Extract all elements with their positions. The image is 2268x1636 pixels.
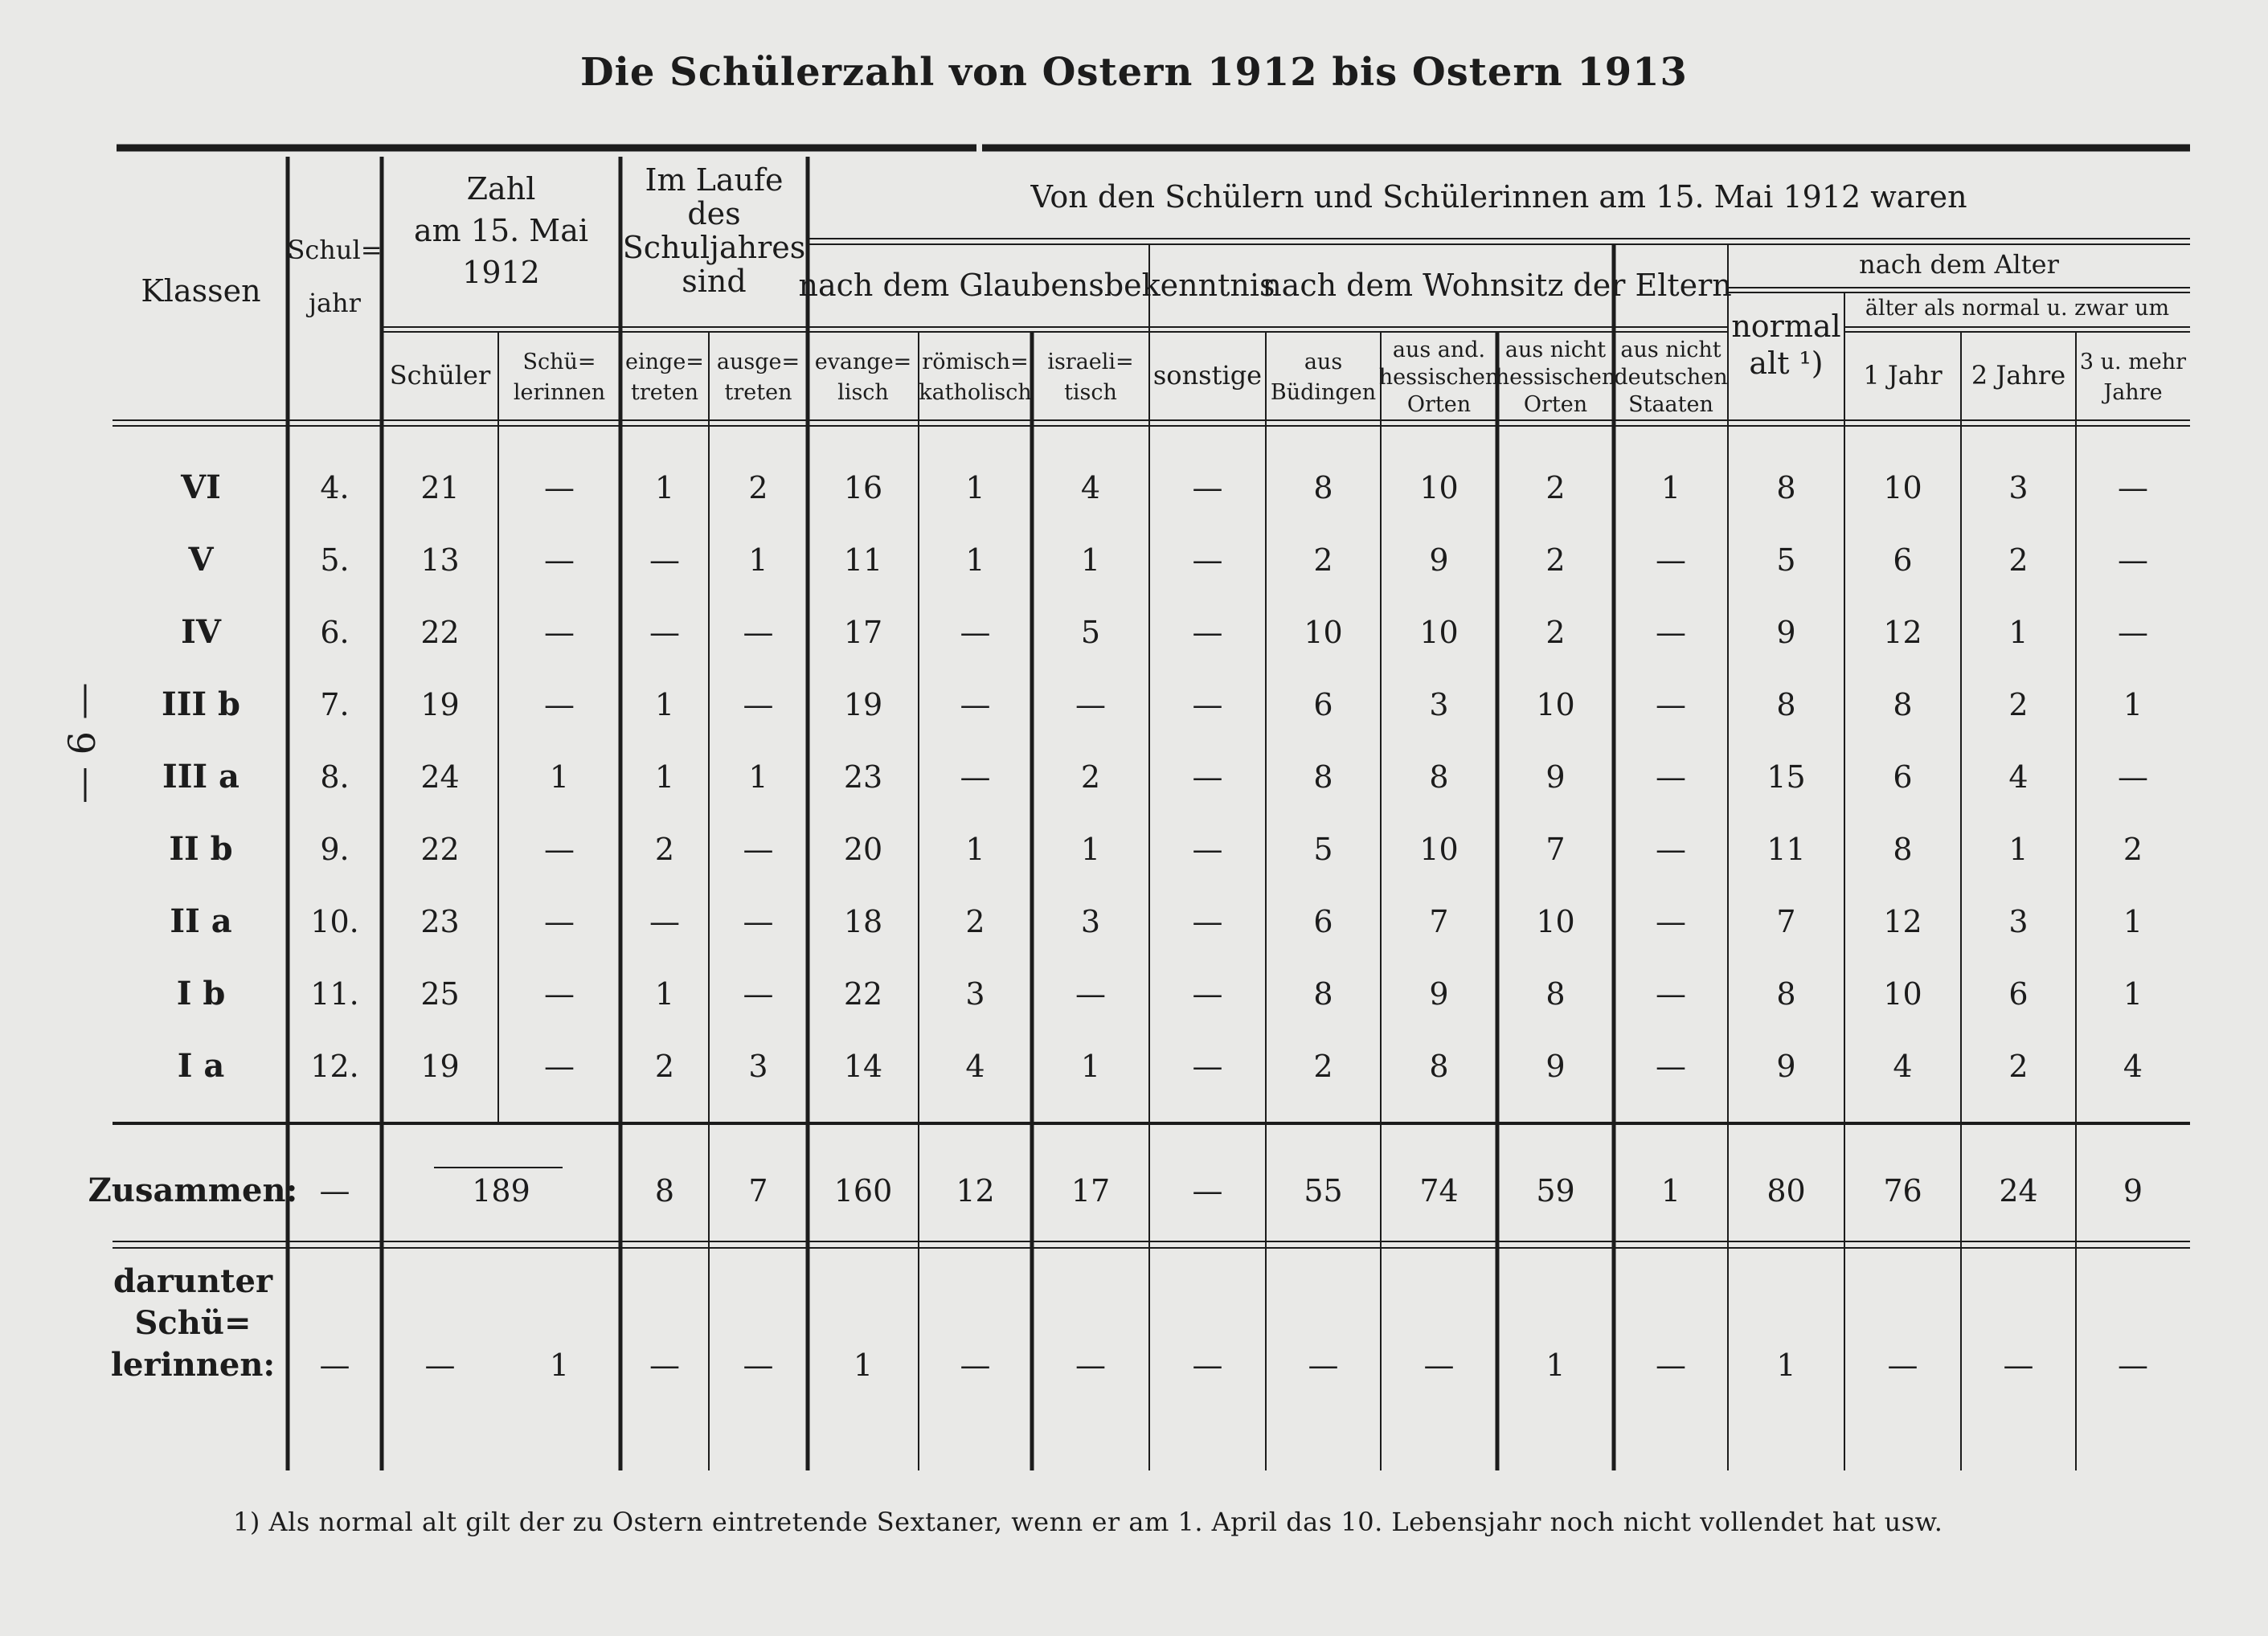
table-cell: 10 xyxy=(1536,904,1575,939)
table-cell: 2 xyxy=(1545,542,1566,578)
table-cell: 8 xyxy=(1776,976,1796,1012)
darunter-label: darunter xyxy=(113,1262,273,1300)
table-cell: 1 xyxy=(2123,976,2143,1012)
table-cell: 19 xyxy=(843,687,883,722)
table-cell: 14 xyxy=(843,1049,883,1084)
table-cell: 3 xyxy=(965,976,985,1012)
total-cell: 24 xyxy=(1999,1173,2038,1209)
table-cell: 1 xyxy=(1080,832,1101,867)
header-zahl: 1912 xyxy=(462,255,540,290)
table-cell: — xyxy=(544,904,575,939)
column-header: katholisch xyxy=(919,380,1032,405)
table-cell: — xyxy=(2118,615,2148,650)
column-header: römisch= xyxy=(922,350,1029,374)
table-cell: 8. xyxy=(320,759,350,795)
table-cell: 1 xyxy=(748,542,768,578)
header-aelter: älter als normal u. zwar um xyxy=(1865,296,2170,321)
table-cell: — xyxy=(1656,904,1686,939)
row-klasse: I b xyxy=(176,975,226,1012)
darunter-cell: — xyxy=(1656,1348,1686,1383)
column-header: 1 Jahr xyxy=(1863,360,1943,391)
table-cell: — xyxy=(743,615,774,650)
table-cell: 10 xyxy=(1304,615,1343,650)
table-cell: 25 xyxy=(420,976,460,1012)
total-cell: 8 xyxy=(654,1173,675,1209)
table-cell: 8 xyxy=(1545,976,1566,1012)
table-cell: — xyxy=(544,615,575,650)
darunter-cell: — xyxy=(960,1348,991,1383)
table-cell: — xyxy=(2118,470,2148,505)
table-cell: 2 xyxy=(1545,615,1566,650)
table-cell: 19 xyxy=(420,1049,460,1084)
total-zahl: 189 xyxy=(472,1173,530,1209)
page-number: — 6 — xyxy=(60,682,104,804)
column-header: tisch xyxy=(1064,380,1117,405)
table-cell: — xyxy=(1656,615,1686,650)
darunter-cell: — xyxy=(1075,1348,1106,1383)
column-header: Orten xyxy=(1523,392,1588,417)
footnote-mark: 1) xyxy=(233,1507,260,1537)
table-cell: — xyxy=(960,759,991,795)
column-header: 2 Jahre xyxy=(1971,360,2066,391)
table-cell: 10 xyxy=(1883,976,1922,1012)
table-cell: 2 xyxy=(965,904,985,939)
darunter-cell: — xyxy=(319,1348,350,1383)
table-cell: 22 xyxy=(420,832,460,867)
page-title: Die Schülerzahl von Ostern 1912 bis Ostern 1913 xyxy=(580,50,1688,95)
table-cell: 23 xyxy=(843,759,883,795)
table-cell: 2 xyxy=(2008,687,2029,722)
header-im-laufe: des xyxy=(687,196,741,231)
table-cell: — xyxy=(1192,832,1223,867)
column-header: treten xyxy=(631,380,698,405)
table-cell: — xyxy=(1656,976,1686,1012)
total-cell: — xyxy=(1192,1173,1223,1209)
darunter-cell: 1 xyxy=(549,1348,570,1383)
table-cell: 2 xyxy=(1313,1049,1333,1084)
table-cell: — xyxy=(1192,904,1223,939)
table-cell: 8 xyxy=(1313,976,1333,1012)
table-cell: 1 xyxy=(748,759,768,795)
darunter-cell: — xyxy=(1192,1348,1223,1383)
table-cell: — xyxy=(743,687,774,722)
row-klasse: V xyxy=(188,541,214,579)
table-cell: 1 xyxy=(1660,470,1681,505)
table-cell: 10. xyxy=(310,904,359,939)
table-cell: — xyxy=(544,832,575,867)
table-cell: 17 xyxy=(843,615,883,650)
table-cell: 4 xyxy=(2008,759,2029,795)
table-cell: — xyxy=(743,832,774,867)
row-klasse: I a xyxy=(177,1047,225,1085)
table-cell: — xyxy=(1192,759,1223,795)
darunter-cell: — xyxy=(424,1348,456,1383)
table-cell: 2 xyxy=(2008,542,2029,578)
column-header: treten xyxy=(724,380,792,405)
header-von-den: Von den Schülern und Schülerinnen am 15. Mai 1912 waren xyxy=(1030,179,1967,215)
table-cell: — xyxy=(1656,1049,1686,1084)
total-cell: 7 xyxy=(748,1173,768,1209)
column-header: aus and. xyxy=(1392,337,1486,362)
header-schuljahr: jahr xyxy=(309,288,361,318)
column-header: Schü= xyxy=(522,350,596,374)
footnote xyxy=(233,1507,1943,1537)
table-cell: — xyxy=(1192,687,1223,722)
header-normal: normal xyxy=(1731,309,1841,344)
table-cell: 2 xyxy=(2008,1049,2029,1084)
table-cell: — xyxy=(743,976,774,1012)
total-cell: 55 xyxy=(1304,1173,1343,1209)
table-cell: 4. xyxy=(320,470,350,505)
column-header: Büdingen xyxy=(1270,380,1377,405)
column-header: aus nicht xyxy=(1620,337,1721,362)
column-header: israeli= xyxy=(1047,350,1134,374)
table-cell: 2 xyxy=(654,1049,675,1084)
table-cell: — xyxy=(1192,470,1223,505)
table-cell: 7 xyxy=(1429,904,1449,939)
table-cell: — xyxy=(960,615,991,650)
header-im-laufe: Im Laufe xyxy=(645,162,784,198)
footnote-text: Als normal alt gilt der zu Ostern eintretende Sextaner, wenn er am 1. April das 10. Lebensjahr noch nicht vollendet hat usw. xyxy=(268,1507,1943,1537)
table-cell: — xyxy=(1075,687,1106,722)
table-cell: 8 xyxy=(1776,470,1796,505)
table-cell: — xyxy=(1656,759,1686,795)
table-cell: 3 xyxy=(1080,904,1101,939)
total-cell: 80 xyxy=(1767,1173,1806,1209)
table-cell: 2 xyxy=(654,832,675,867)
table-cell: 22 xyxy=(420,615,460,650)
column-header: lerinnen xyxy=(513,380,606,405)
table-cell: — xyxy=(544,542,575,578)
total-cell: 59 xyxy=(1536,1173,1575,1209)
column-header: Orten xyxy=(1406,392,1472,417)
table-cell: 6 xyxy=(1313,687,1333,722)
table-cell: — xyxy=(544,1049,575,1084)
table-cell: 1 xyxy=(654,470,675,505)
table-cell: 3 xyxy=(2008,904,2029,939)
table-cell: 4 xyxy=(1080,470,1101,505)
table-cell: 22 xyxy=(843,976,883,1012)
table-cell: 7. xyxy=(320,687,350,722)
table-cell: — xyxy=(2118,759,2148,795)
column-header: hessischen xyxy=(1378,365,1500,390)
table-cell: 1 xyxy=(965,542,985,578)
header-alter: nach dem Alter xyxy=(1859,249,2059,280)
darunter-cell: — xyxy=(1308,1348,1339,1383)
table-cell: 8 xyxy=(1313,759,1333,795)
table-cell: 1 xyxy=(2008,615,2029,650)
column-header: ausge= xyxy=(716,350,800,374)
table-cell: 1 xyxy=(2123,904,2143,939)
header-wohnsitz: nach dem Wohnsitz der Eltern xyxy=(1262,268,1732,303)
table-cell: — xyxy=(2118,542,2148,578)
table-cell: — xyxy=(960,687,991,722)
table-cell: 5 xyxy=(1776,542,1796,578)
table-cell: — xyxy=(1192,1049,1223,1084)
total-cell: 160 xyxy=(833,1173,893,1209)
table-cell: 10 xyxy=(1419,470,1459,505)
table-cell: 12 xyxy=(1883,615,1922,650)
total-label: Zusammen: xyxy=(88,1172,298,1209)
table-cell: 9 xyxy=(1545,1049,1566,1084)
total-cell: 74 xyxy=(1419,1173,1459,1209)
table-cell: 9 xyxy=(1429,542,1449,578)
table-cell: 16 xyxy=(843,470,883,505)
table-cell: 1 xyxy=(654,976,675,1012)
total-cell: 9 xyxy=(2123,1173,2143,1209)
table-cell: 2 xyxy=(1313,542,1333,578)
header-zahl: am 15. Mai xyxy=(414,213,588,248)
row-klasse: IV xyxy=(181,613,221,651)
table-cell: 8 xyxy=(1893,687,1913,722)
table-cell: 1 xyxy=(654,759,675,795)
table-cell: 8 xyxy=(1429,759,1449,795)
table-cell: 3 xyxy=(1429,687,1449,722)
table-cell: 10 xyxy=(1536,687,1575,722)
header-im-laufe: sind xyxy=(682,264,747,299)
table-cell: 5 xyxy=(1080,615,1101,650)
table-cell: 6 xyxy=(1893,759,1913,795)
row-klasse: VI xyxy=(181,468,221,506)
table-cell: 6 xyxy=(2008,976,2029,1012)
table-cell: 9 xyxy=(1776,1049,1796,1084)
column-header: aus nicht xyxy=(1504,337,1607,362)
table-cell: 2 xyxy=(748,470,768,505)
total-cell: 76 xyxy=(1883,1173,1922,1209)
table-cell: 4 xyxy=(965,1049,985,1084)
table-cell: 11. xyxy=(310,976,359,1012)
table-cell: 9. xyxy=(320,832,350,867)
darunter-cell: 1 xyxy=(1776,1348,1796,1383)
table-cell: 8 xyxy=(1429,1049,1449,1084)
row-klasse: II a xyxy=(170,902,232,940)
darunter-cell: — xyxy=(743,1348,774,1383)
table-cell: 6 xyxy=(1313,904,1333,939)
table-cell: 8 xyxy=(1893,832,1913,867)
table-cell: 12. xyxy=(310,1049,359,1084)
darunter-cell: — xyxy=(1423,1348,1455,1383)
row-klasse: II b xyxy=(169,830,233,868)
table-cell: 7 xyxy=(1776,904,1796,939)
table-cell: 1 xyxy=(654,687,675,722)
table-cell: 13 xyxy=(420,542,460,578)
table-cell: — xyxy=(649,542,680,578)
header-klassen: Klassen xyxy=(141,273,261,309)
darunter-cell: — xyxy=(1887,1348,1918,1383)
header-schuljahr: Schul= xyxy=(287,235,383,265)
table-cell: — xyxy=(1656,832,1686,867)
table-cell: 23 xyxy=(420,904,460,939)
table-cell: 1 xyxy=(549,759,570,795)
table-cell: 15 xyxy=(1767,759,1806,795)
header-im-laufe: Schuljahres xyxy=(622,230,806,265)
table-cell: 1 xyxy=(1080,542,1101,578)
table-cell: 4 xyxy=(1893,1049,1913,1084)
table-cell: 18 xyxy=(843,904,883,939)
darunter-label: Schü= xyxy=(134,1304,252,1342)
table-cell: 10 xyxy=(1419,832,1459,867)
table-cell: — xyxy=(1192,542,1223,578)
table-cell: 3 xyxy=(2008,470,2029,505)
table-cell: 1 xyxy=(965,470,985,505)
table-cell: 24 xyxy=(420,759,460,795)
total-cell: 17 xyxy=(1071,1173,1111,1209)
table-cell: 4 xyxy=(2123,1049,2143,1084)
darunter-cell: — xyxy=(649,1348,680,1383)
table-cell: 11 xyxy=(843,542,883,578)
table-cell: 1 xyxy=(2123,687,2143,722)
table-cell: 2 xyxy=(2123,832,2143,867)
table-cell: 2 xyxy=(1545,470,1566,505)
column-header: Jahre xyxy=(2103,380,2163,405)
darunter-cell: 1 xyxy=(1545,1348,1566,1383)
total-cell: — xyxy=(319,1173,350,1209)
darunter-cell: 1 xyxy=(853,1348,874,1383)
header-zahl: Zahl xyxy=(466,171,536,207)
darunter-label: lerinnen: xyxy=(110,1346,276,1384)
table-cell: — xyxy=(743,904,774,939)
column-header: Staaten xyxy=(1628,392,1713,417)
column-header: sonstige xyxy=(1152,360,1263,391)
table-cell: 20 xyxy=(843,832,883,867)
table-cell: 1 xyxy=(2008,832,2029,867)
darunter-cell: — xyxy=(2003,1348,2034,1383)
table-cell: — xyxy=(1656,542,1686,578)
table-cell: 8 xyxy=(1776,687,1796,722)
table-cell: — xyxy=(1656,687,1686,722)
row-klasse: III b xyxy=(161,685,241,723)
column-header: deutschen xyxy=(1614,365,1728,390)
column-header: evange= xyxy=(814,350,912,374)
table-cell: 3 xyxy=(748,1049,768,1084)
column-header: hessischen xyxy=(1495,365,1616,390)
table-cell: 9 xyxy=(1776,615,1796,650)
table-cell: 19 xyxy=(420,687,460,722)
column-header: aus xyxy=(1304,350,1343,374)
table-cell: 5 xyxy=(1313,832,1333,867)
column-header: einge= xyxy=(625,350,704,374)
table-cell: 10 xyxy=(1419,615,1459,650)
table-cell: — xyxy=(649,904,680,939)
total-cell: 1 xyxy=(1660,1173,1681,1209)
table-cell: — xyxy=(544,976,575,1012)
column-header: Schüler xyxy=(389,360,491,391)
table-cell: 2 xyxy=(1080,759,1101,795)
table-cell: 21 xyxy=(420,470,460,505)
column-header: lisch xyxy=(837,380,889,405)
table-cell: 5. xyxy=(320,542,350,578)
header-glaube: nach dem Glaubensbekenntnis xyxy=(798,268,1275,303)
table-cell: 12 xyxy=(1883,904,1922,939)
table-cell: 9 xyxy=(1545,759,1566,795)
table-cell: — xyxy=(649,615,680,650)
table-cell: — xyxy=(544,470,575,505)
table-cell: 7 xyxy=(1545,832,1566,867)
table-cell: 11 xyxy=(1767,832,1806,867)
table-cell: 10 xyxy=(1883,470,1922,505)
table-cell: 9 xyxy=(1429,976,1449,1012)
row-klasse: III a xyxy=(162,758,239,796)
table-cell: 6. xyxy=(320,615,350,650)
column-header: 3 u. mehr xyxy=(2079,350,2187,374)
table-cell: 1 xyxy=(965,832,985,867)
table-cell: — xyxy=(1075,976,1106,1012)
header-normal: alt ¹) xyxy=(1749,346,1824,381)
table-cell: — xyxy=(1192,976,1223,1012)
table-cell: — xyxy=(1192,615,1223,650)
table-cell: 6 xyxy=(1893,542,1913,578)
table-cell: 8 xyxy=(1313,470,1333,505)
darunter-cell: — xyxy=(2118,1348,2148,1383)
table-cell: 1 xyxy=(1080,1049,1101,1084)
total-cell: 12 xyxy=(956,1173,995,1209)
table-cell: — xyxy=(544,687,575,722)
